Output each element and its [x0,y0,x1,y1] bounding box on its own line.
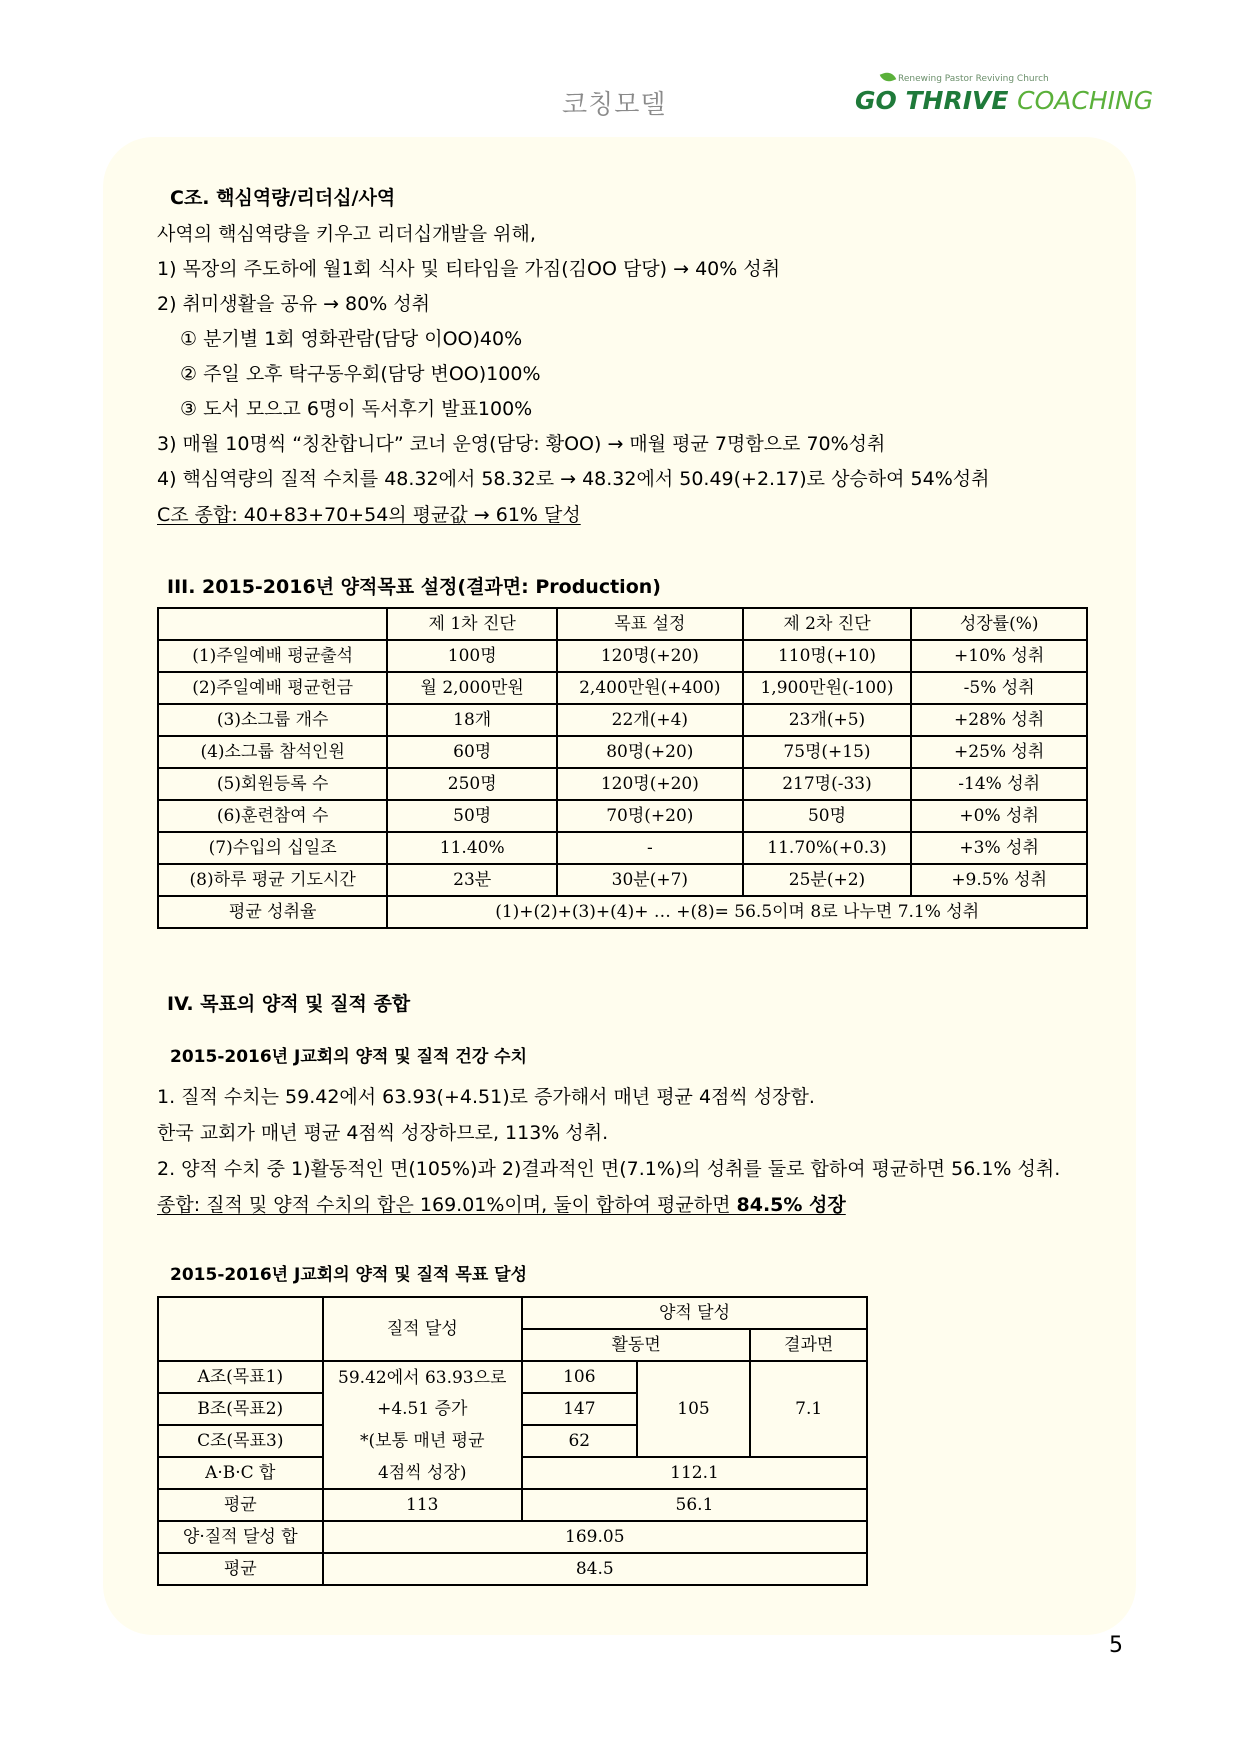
table-cell: +10% 성취 [911,640,1087,672]
row-label: A조(목표1) [158,1361,323,1393]
section-c-item: 2) 취미생활을 공유 → 80% 성취 [157,293,431,315]
table-cell: 1,900만원(-100) [743,672,912,704]
qual-line: 59.42에서 63.93으로 [323,1361,522,1393]
table-cell: - [557,832,743,864]
logo-wordmark [855,86,1153,115]
table-cell: 25분(+2) [743,864,912,896]
section-c-item: 4) 핵심역량의 질적 수치를 48.32에서 58.32로 → 48.32에서 50.49(+2.17)로 상승하여 54%성취 [157,468,990,490]
go-thrive-logo [855,74,1154,118]
section-c-subitem: ① 분기별 1회 영화관람(담당 이OO)40% [180,328,523,350]
table-cell: 120명(+20) [557,768,743,800]
total-value: 169.05 [323,1521,867,1553]
section-iv-title: IV. 목표의 양적 및 질적 종합 [167,993,411,1015]
result-value: 7.1 [750,1361,867,1457]
row-label: A·B·C 합 [158,1457,323,1489]
table-row [158,1553,867,1585]
table-header-cell [158,608,387,640]
table-cell: 11.70%(+0.3) [743,832,912,864]
table-row [158,672,1087,704]
table-row [158,640,1087,672]
row-label: (4)소그룹 참석인원 [158,736,387,768]
table-row [158,1521,867,1553]
section-c-subitem: ② 주일 오후 탁구동우회(담당 변OO)100% [180,363,541,385]
table-header-cell: 성장률(%) [911,608,1087,640]
row-label: (5)회원등록 수 [158,768,387,800]
table-cell: 100명 [387,640,557,672]
table-cell: 120명(+20) [557,640,743,672]
table-cell: -14% 성취 [911,768,1087,800]
quant-header: 양적 달성 [522,1297,867,1329]
leaf-icon [880,70,897,84]
qual-average: 113 [323,1489,522,1521]
table-row [158,736,1087,768]
activity-header: 활동면 [522,1329,750,1361]
table-header-row [158,608,1087,640]
table-cell: +3% 성취 [911,832,1087,864]
table-cell: +28% 성취 [911,704,1087,736]
section-iv-line: 2. 양적 수치 중 1)활동적인 면(105%)과 2)결과적인 면(7.1%)의 성취를 둘로 합하여 평균하면 56.1% 성취. [157,1158,1061,1180]
qual-line: 4점씩 성장) [323,1457,522,1489]
section-iv-subtitle: 2015-2016년 J교회의 양적 및 질적 건강 수치 [170,1047,528,1067]
table-row [158,864,1087,896]
page-number: 5 [1109,1633,1123,1658]
table-header-row [158,1297,867,1329]
table-cell: 60명 [387,736,557,768]
row-label: (1)주일예배 평균출석 [158,640,387,672]
table-cell: +9.5% 성취 [911,864,1087,896]
empty-header-cell [158,1297,323,1361]
qual-header: 질적 달성 [323,1297,522,1361]
section-c-item: 1) 목장의 주도하에 월1회 식사 및 티타임을 가짐(김OO 담당) → 40% 성취 [157,258,781,280]
achievement-table [157,1296,868,1586]
logo-tagline: Renewing Pastor Reviving Church [898,74,1049,84]
section-c-title: C조. 핵심역량/리더십/사역 [170,187,396,209]
table-cell: +25% 성취 [911,736,1087,768]
abc-sum: 112.1 [522,1457,867,1489]
logo-sub: COACHING [1017,86,1154,115]
activity-value: 147 [522,1393,637,1425]
table-cell: 11.40% [387,832,557,864]
table-cell: 50명 [743,800,912,832]
table-cell: 75명(+15) [743,736,912,768]
section-c-subitem: ③ 도서 모으고 6명이 독서후기 발표100% [180,398,533,420]
table-cell: 50명 [387,800,557,832]
logo-main: GO THRIVE [855,86,1009,115]
result-header: 결과면 [750,1329,867,1361]
table-cell: +0% 성취 [911,800,1087,832]
table-cell: 80명(+20) [557,736,743,768]
section-c-intro: 사역의 핵심역량을 키우고 리더십개발을 위해, [157,223,536,245]
table-header-cell: 목표 설정 [557,608,743,640]
summary-text: 종합: 질적 및 양적 수치의 합은 169.01%이며, 둘이 합하여 평균하면 [157,1194,737,1216]
row-label: 평균 [158,1553,323,1585]
table-cell: 18개 [387,704,557,736]
table-cell: -5% 성취 [911,672,1087,704]
qual-line: *(보통 매년 평균 [323,1425,522,1457]
row-label: (2)주일예배 평균헌금 [158,672,387,704]
table-cell: 23분 [387,864,557,896]
table-cell: 월 2,000만원 [387,672,557,704]
row-label: B조(목표2) [158,1393,323,1425]
activity-average: 105 [637,1361,751,1457]
table-cell: 30분(+7) [557,864,743,896]
table-cell: 23개(+5) [743,704,912,736]
section-iv-summary [157,1193,846,1217]
table-cell: 22개(+4) [557,704,743,736]
table-row [158,1489,867,1521]
section-iv-line: 1. 질적 수치는 59.42에서 63.93(+4.51)로 증가해서 매년 평균 4점씩 성장함. [157,1086,815,1108]
table-header-cell: 제 1차 진단 [387,608,557,640]
table-row [158,1361,867,1393]
section-c-summary: C조 종합: 40+83+70+54의 평균값 → 61% 달성 [157,504,581,526]
row-label: 양·질적 달성 합 [158,1521,323,1553]
table-cell: 250명 [387,768,557,800]
header-title: 코칭모델 [562,90,667,120]
footer-value: (1)+(2)+(3)+(4)+ … +(8)= 56.5이며 8로 나누면 7.1% 성취 [387,896,1087,928]
row-label: (8)하루 평균 기도시간 [158,864,387,896]
table-cell: 110명(+10) [743,640,912,672]
table-row [158,1457,867,1489]
section-iii-title: III. 2015-2016년 양적목표 설정(결과면: Production) [167,576,661,598]
activity-value: 62 [522,1425,637,1457]
table-row [158,832,1087,864]
summary-highlight: 84.5% 성장 [736,1194,846,1216]
row-label: C조(목표3) [158,1425,323,1457]
table-row [158,800,1087,832]
row-label: 평균 [158,1489,323,1521]
section-c-item: 3) 매월 10명씩 “칭찬합니다” 코너 운영(담당: 황OO) → 매월 평균 7명함으로 70%성취 [157,433,886,455]
table-row [158,768,1087,800]
quant-average: 56.1 [522,1489,867,1521]
row-label: (3)소그룹 개수 [158,704,387,736]
achievement-table-title: 2015-2016년 J교회의 양적 및 질적 목표 달성 [170,1265,528,1285]
row-label: (6)훈련참여 수 [158,800,387,832]
row-label: (7)수입의 십일조 [158,832,387,864]
production-goal-table [157,607,1088,929]
footer-label: 평균 성취율 [158,896,387,928]
table-cell: 217명(-33) [743,768,912,800]
table-row [158,704,1087,736]
qual-line: +4.51 증가 [323,1393,522,1425]
table-header-cell: 제 2차 진단 [743,608,912,640]
table-footer-row [158,896,1087,928]
activity-value: 106 [522,1361,637,1393]
table-cell: 2,400만원(+400) [557,672,743,704]
section-iv-line: 한국 교회가 매년 평균 4점씩 성장하므로, 113% 성취. [157,1122,609,1144]
final-average-value: 84.5 [323,1553,867,1585]
table-cell: 70명(+20) [557,800,743,832]
